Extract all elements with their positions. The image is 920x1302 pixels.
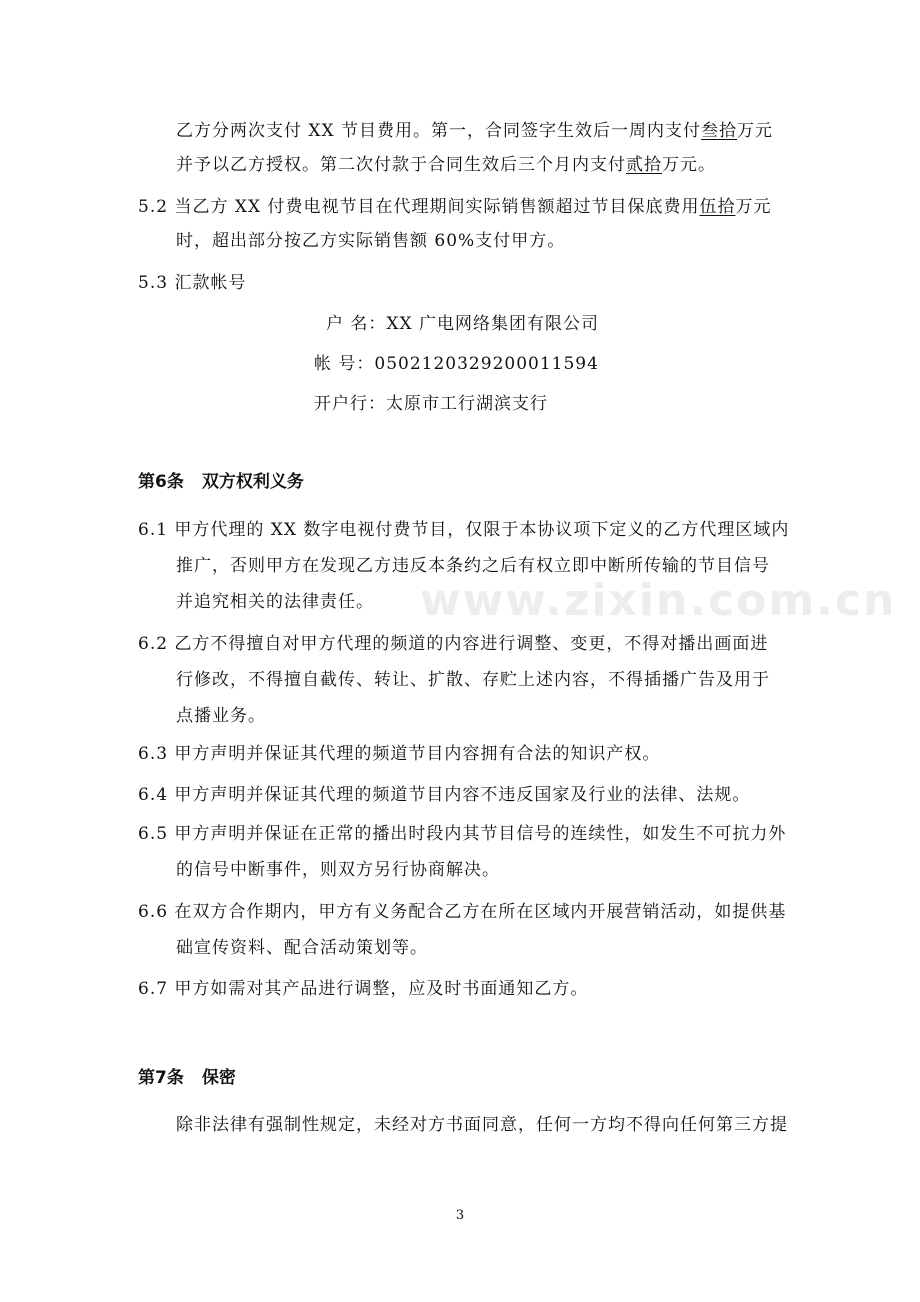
clause-text: 在双方合作期内，甲方有义务配合乙方在所在区域内开展营销活动，如提供基 [174,902,787,922]
section-number: 第6条 [138,472,184,492]
clause-5-3: 5.3 汇款帐号 [138,273,247,293]
clause-number: 6.3 [138,744,169,764]
clause-6-1-line-2: 推广，否则甲方在发现乙方违反本条约之后有权立即中断所传输的节目信号 [176,556,770,576]
clause-5-2-line-2: 时，超出部分按乙方实际销售额 60%支付甲方。 [176,231,566,251]
account-bank: 开户行：太原市工行湖滨支行 [314,394,548,414]
clause-number: 6.1 [138,520,169,540]
clause-number: 6.4 [138,785,169,805]
clause-6-7 [138,978,588,1000]
account-name: 户 名：XX 广电网络集团有限公司 [326,314,600,334]
clause-text: 甲方代理的 XX 数字电视付费节目，仅限于本协议项下定义的乙方代理区域内 [174,520,790,540]
first-payment-amount: 叁拾 [701,121,738,141]
clause-6-3 [138,743,660,765]
section-title: 保密 [201,1068,236,1088]
clause-5-2 [138,196,771,218]
clause-number: 6.5 [138,824,169,844]
payment-text: 并予以乙方授权。第二次付款于合同生效后三个月内支付 [176,155,626,175]
watermark: www.zixin.com.cn [420,575,897,626]
clause-text: 甲方如需对其产品进行调整，应及时书面通知乙方。 [174,979,589,999]
section-7-heading [138,1067,236,1089]
clause-text: 甲方声明并保证在正常的播出时段内其节目信号的连续性，如发生不可抗力外 [174,824,787,844]
clause-text: 甲方声明并保证其代理的频道节目内容不违反国家及行业的法律、法规。 [174,785,751,805]
clause-6-6-line-2: 础宣传资料、配合活动策划等。 [176,938,428,958]
clause-text: 5.2 当乙方 XX 付费电视节目在代理期间实际销售额超过节目保底费用 [138,197,700,217]
clause-6-5 [138,823,786,845]
clause-6-1-line-3: 并追究相关的法律责任。 [176,592,374,612]
second-payment-amount: 贰拾 [626,155,662,175]
page-number: 3 [455,1208,465,1223]
clause-unit: 万元 [735,197,772,217]
clause-number: 6.6 [138,902,169,922]
payment-unit: 万元。 [662,155,716,175]
clause-6-6 [138,901,786,923]
clause-6-5-line-2: 的信号中断事件，则双方另行协商解决。 [176,860,500,880]
section-6-heading [138,471,304,493]
payment-unit: 万元 [737,121,774,141]
account-number: 帐 号：0502120329200011594 [314,354,599,374]
clause-number: 6.2 [138,634,169,654]
clause-6-2-line-2: 行修改，不得擅自截传、转让、扩散、存贮上述内容，不得插播广告及用于 [176,670,770,690]
payment-line-2 [176,154,716,176]
section-title: 双方权利义务 [201,472,304,492]
clause-text: 甲方声明并保证其代理的频道节目内容拥有合法的知识产权。 [174,744,661,764]
clause-6-2-line-3: 点播业务。 [176,706,266,726]
clause-text: 乙方不得擅自对甲方代理的频道的内容进行调整、变更，不得对播出画面进 [174,634,769,654]
confidentiality-text: 除非法律有强制性规定，未经对方书面同意，任何一方均不得向任何第三方提 [176,1115,788,1135]
clause-6-2 [138,633,768,655]
payment-line-1 [176,120,773,142]
guarantee-amount: 伍拾 [699,197,736,217]
clause-6-4 [138,784,750,806]
section-number: 第7条 [138,1068,184,1088]
clause-number: 6.7 [138,979,169,999]
clause-6-1 [138,519,789,541]
payment-text: 乙方分两次支付 XX 节目费用。第一，合同签字生效后一周内支付 [176,121,702,141]
